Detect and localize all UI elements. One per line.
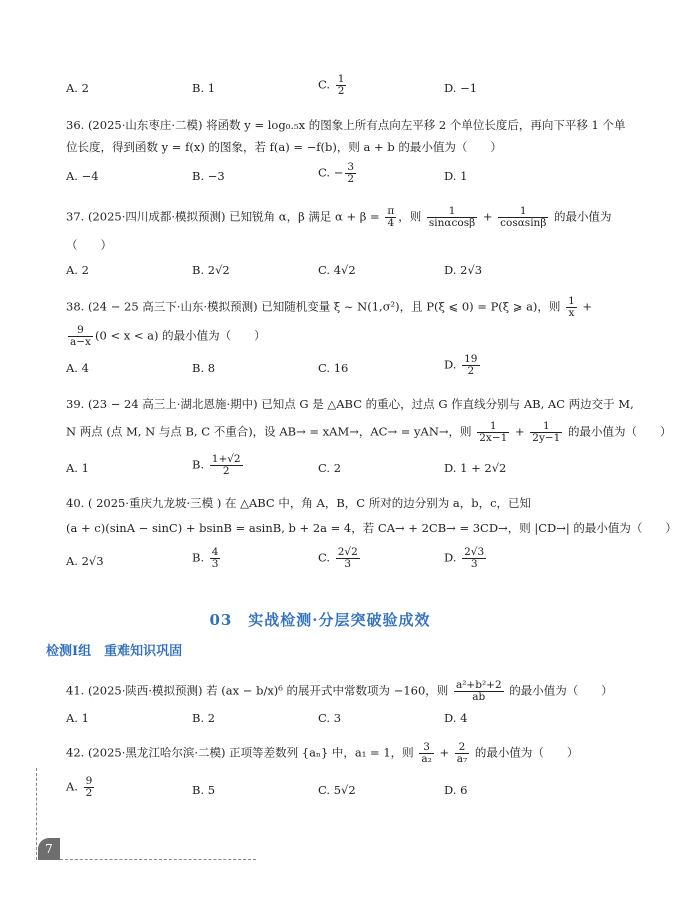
question-40-line-2: (a + c)(sinA − sinC) + bsinB = asinB, b + 2a = 4，若 CA→ + 2CB→ = 3CD→，则 |CD→| 的最小值为（ ） (66, 521, 677, 535)
q38-option-d: D. $\frac{19}{2}$ (444, 353, 478, 377)
question-39-line-2: N 两点 (点 M, N 与点 B, C 不重合)，设 AB→ = xAM→，AC→ = yAN→，则 $\frac{1}{2x-1}$ + $\frac{1}{2y-1}$ 的最小值为（ ） (66, 420, 672, 444)
q37-option-d: D. 2√3 (444, 263, 483, 277)
q37-option-a: A. 2 (66, 263, 89, 277)
q36-option-b: B. −3 (192, 169, 225, 183)
q42-option-b: B. 5 (192, 783, 216, 797)
q38-option-a: A. 4 (66, 361, 89, 375)
q36-option-c: C. − $\frac{3}{2}$ (318, 161, 355, 185)
page-number-badge: 7 (38, 838, 60, 860)
q37-option-c: C. 4√2 (318, 263, 356, 277)
question-42-line-1: 42. (2025·黑龙江哈尔滨·二模) 正项等差数列 {aₙ} 中，a₁ = 1，则 $\frac{3}{\text{a₂}}$ + $\frac{2}{\text{a₇}}$ 的最小值为（ ） (66, 741, 579, 765)
question-38-line-1: 38. (24 − 25 高三下·山东·模拟预测) 已知随机变量 ξ ~ N(1,σ²)，且 P(ξ ⩽ 0) = P(ξ ⩾ a)，则 $\frac{1}{x}$ + (66, 295, 593, 319)
question-37-line-2: （ ） (66, 238, 112, 252)
q39-option-a: A. 1 (66, 461, 89, 475)
q42-option-d: D. 6 (444, 783, 468, 797)
question-38-line-2: $\frac{9}{a-x}$ (0 < x < a) 的最小值为（ ） (70, 324, 266, 348)
question-36-line-2: 位长度，得到函数 y = f(x) 的图象，若 f(a) = −f(b)，则 a + b 的最小值为（ ） (66, 140, 502, 154)
q41-option-c: C. 3 (318, 711, 342, 725)
q41-option-a: A. 1 (66, 711, 89, 725)
q36-option-a: A. −4 (66, 169, 99, 183)
section-title: 03 实战检测·分层突破验成效 (209, 611, 431, 629)
question-36-line-1: 36. (2025·山东枣庄·二模) 将函数 y = log₀.₅x 的图象上所有点向左平移 2 个单位长度后，再向下平移 1 个单 (66, 118, 626, 132)
footer-dashed-border-horizontal (60, 859, 256, 860)
q41-option-b: B. 2 (192, 711, 216, 725)
question-37-line-1: 37. (2025·四川成都·模拟预测) 已知锐角 α，β 满足 α + β = $\frac{\pi}{4}$ ，则 $\frac{1}{\sin\alpha\cos\beta}$ + $\frac{1}{\cos\alpha\sin\beta}$ 的最小值为 (66, 205, 612, 229)
q38-option-b: B. 8 (192, 361, 216, 375)
q39-option-c: C. 2 (318, 461, 342, 475)
option-c: C. $\frac{1}{2}$ (318, 73, 345, 97)
q41-option-d: D. 4 (444, 711, 468, 725)
q40-option-d: D. $\frac{2√3}{3}$ (444, 546, 485, 570)
question-39-line-1: 39. (23 − 24 高三上·湖北恩施·期中) 已知点 G 是 △ABC 的重心，过点 G 作直线分别与 AB, AC 两边交于 M, (66, 397, 634, 411)
option-b: B. 1 (192, 81, 216, 95)
q39-option-d: D. 1 + 2√2 (444, 461, 507, 475)
q39-option-b: B. $\frac{1+√2}{2}$ (192, 453, 241, 477)
section-subheading: 检测Ⅰ组 重难知识巩固 (46, 644, 183, 659)
footer-dashed-border-vertical (36, 768, 37, 860)
q40-option-b: B. $\frac{4}{3}$ (192, 546, 219, 570)
option-d: D. −1 (444, 81, 478, 95)
q40-option-c: C. $\frac{2√2}{3}$ (318, 546, 358, 570)
q37-option-b: B. 2√2 (192, 263, 230, 277)
q38-option-c: C. 16 (318, 361, 349, 375)
option-a: A. 2 (66, 81, 89, 95)
q42-option-a: A. $\frac{9}{2}$ (66, 775, 93, 799)
question-41-line-1: 41. (2025·陕西·模拟预测) 若 (ax − b/x)⁶ 的展开式中常数项为 −160，则 $\frac{\text{a²+b²+2}}{ab}$ 的最小值为（ ） (66, 679, 613, 703)
q42-option-c: C. 5√2 (318, 783, 356, 797)
q36-option-d: D. 1 (444, 169, 468, 183)
question-40-line-1: 40. ( 2025·重庆九龙坡·三模 ) 在 △ABC 中，角 A，B，C 所对的边分别为 a，b，c，已知 (66, 496, 532, 510)
q40-option-a: A. 2√3 (66, 554, 104, 568)
